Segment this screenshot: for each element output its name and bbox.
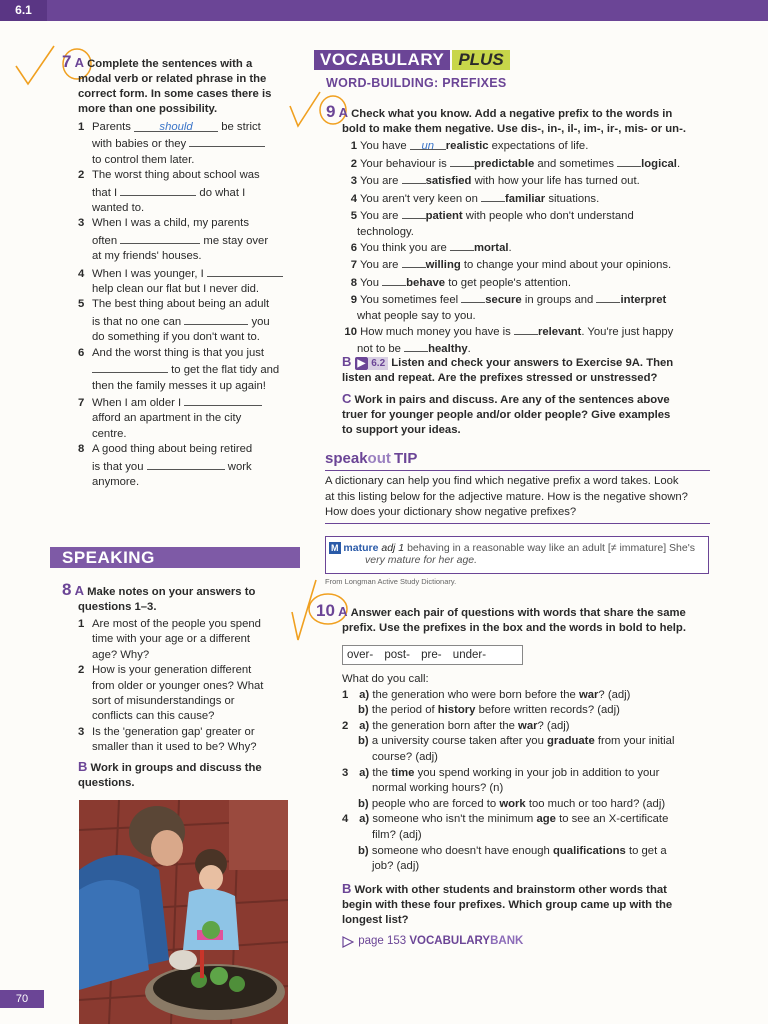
ex9b-letter: B [342, 354, 352, 369]
list-item: 7 You are willing to change your mind about your opinions. [336, 256, 716, 274]
answer-blank[interactable] [207, 265, 283, 277]
prefix-box: over- post- pre- under- [342, 645, 523, 665]
speakout-tip-heading [325, 452, 710, 471]
answer-blank[interactable]: un [410, 138, 446, 150]
audio-play-icon[interactable]: ▶ [355, 357, 369, 370]
list-item: 2 How is your generation different [78, 664, 252, 677]
ex7-instruction-line: correct form. In some cases there is [78, 88, 272, 100]
list-item: 10 How much money you have is relevant. You're just happy [336, 323, 716, 341]
ex7-instruction-line: Complete the sentences with a [87, 58, 253, 70]
list-item: 7 When I am older I [78, 394, 293, 411]
answer-blank[interactable] [514, 323, 538, 335]
ex9-list: 1 You have un realistic expectations of life. 2 Your behaviour is predictable and sometimes logical. 3 You are satisfied with how your life has turned out. 4 You aren't very keen on familiar situations. 5 You are patient with people who don't understand technology. 6 You think you are mortal. 7 You are willing to change your mind about your opinions. 8 You behave to get people's attention. 9 You sometimes feel secure in groups and interpret what people say to you. 10 How much money you have is relevant. You're just happy not to be healthy. [336, 138, 716, 356]
answer-blank[interactable] [92, 361, 168, 373]
answer-blank[interactable] [617, 155, 641, 167]
list-item: 4 When I was younger, I [78, 265, 293, 282]
answer-blank[interactable] [481, 190, 505, 202]
list-item: 2 a) the generation born after the war? (adj) [342, 719, 570, 732]
ex9-letter: A [338, 105, 348, 120]
ex10-letter: A [338, 604, 348, 619]
ex7-instruction-line: more than one possibility. [78, 103, 218, 115]
ex8b-instruction: B Work in groups and discuss the [78, 758, 262, 774]
answer-blank[interactable] [120, 184, 196, 196]
answer-blank[interactable] [147, 458, 225, 470]
list-item: 5 The best thing about being an adult [78, 298, 270, 311]
dictionary-badge: M [331, 543, 339, 553]
unit-label: 6.1 [0, 0, 47, 21]
list-item: 5 You are patient with people who don't understand [336, 207, 716, 225]
answer-blank[interactable]: should [134, 120, 218, 132]
audio-track-label[interactable]: 6.2 [368, 357, 388, 370]
dictionary-source: From Longman Active Study Dictionary. [325, 577, 457, 586]
ex9c-letter: C [342, 391, 352, 406]
plus-title: PLUS [452, 50, 509, 70]
ex10b-instruction: B Work with other students and brainstorm other words that begin with these four prefixes. Which group came up with the longest list? [342, 881, 673, 926]
list-item: 8 You behave to get people's attention. [336, 274, 716, 292]
list-item: 1 You have un realistic expectations of life. [350, 140, 589, 152]
list-item: 3 When I was a child, my parents [78, 217, 249, 230]
dictionary-entry: M mature adj 1 behaving in a reasonable way like an adult [≠ immature] She's very mature for her age. [325, 536, 709, 574]
answer-blank[interactable] [120, 232, 200, 244]
ex7-instruction [62, 54, 292, 117]
ex10-instruction: 10 A Answer each pair of questions with words that share the same prefix. Use the prefixes in the box and the words in bold to help. [316, 601, 686, 634]
vocab-subtitle: WORD-BUILDING: PREFIXES [326, 76, 507, 90]
answer-blank[interactable] [461, 291, 485, 303]
list-item: 8 A good thing about being retired [78, 443, 253, 456]
list-item: 1 Are most of the people you spend [78, 618, 261, 630]
speaking-heading: SPEAKING [50, 547, 300, 568]
ex8-letter: A [74, 583, 84, 598]
answer-blank[interactable] [189, 135, 265, 147]
photo-grandmother-child-gardening [79, 800, 288, 1024]
answer-blank[interactable] [596, 291, 620, 303]
answer-blank[interactable] [402, 207, 426, 219]
vocabulary-title: VOCABULARY [314, 50, 450, 70]
tip-divider [325, 523, 710, 524]
answer-blank[interactable] [404, 340, 428, 352]
vocabulary-plus-heading [314, 50, 510, 70]
list-item: 4 You aren't very keen on familiar situations. [336, 190, 716, 208]
answer-blank[interactable] [382, 274, 406, 286]
ex10-list: What do you call: 1 a) the generation who were born before the war? (adj) b) the period of history before written records? (adj) 2 a) the generation born after the war? (adj) b) a university course taken after you graduate from your initial course? (adj) 3 a) the time you spend working in your job in addition to your normal working hours? (n) b) people who are forced to work too much or too hard? (adj) 4 a) someone who isn't the minimum age to see an X-certificate film? (adj) b) someone who doesn't have enough qualifications to get a job? (adj) [342, 672, 722, 875]
ex7-instruction-line: modal verb or related phrase in the [78, 73, 267, 85]
ex8-list: 1 Are most of the people you spend time with your age or a different age? Why? 2 How is your generation different from older or younger ones? What sort of misunderstandings or conflicts can this cause? 3 Is the 'generation gap' greater or smaller than it used to be? Why? B Work in groups and discuss the questions. [78, 617, 288, 791]
list-item: 4 a) someone who isn't the minimum age to see an X-certificate [342, 813, 669, 826]
answer-blank[interactable] [450, 155, 474, 167]
list-item: 3 Is the 'generation gap' greater or [78, 725, 255, 738]
ex9c-instruction: C Work in pairs and discuss. Are any of the sentences above truer for younger people and/or older people? Give examples to support your ideas. [342, 391, 671, 436]
ex10b-letter: B [342, 881, 352, 896]
tip-body: A dictionary can help you find which negative prefix a word takes. Look at this listing below for the adjective mature. How is the negative shown? How does your dictionary show negative prefixes? [325, 475, 688, 518]
dictionary-word: mature [343, 542, 379, 554]
ex8-number: 8 [62, 580, 72, 599]
list-item: 6 You think you are mortal. [336, 239, 716, 257]
ex9-instruction: 9 A Check what you know. Add a negative prefix to the words in bold to make them negative. Use dis-, in-, il-, im-, ir-, mis- or un-. [326, 102, 686, 135]
ex7-letter: A [74, 55, 84, 70]
answer-blank[interactable] [402, 256, 426, 268]
ex8-instruction: 8 A Make notes on your answers to questions 1–3. [62, 580, 256, 613]
speakout-logo: speakout [325, 450, 391, 467]
ex9b-instruction: B ▶ 6.2 Listen and check your answers to Exercise 9A. Then listen and repeat. Are the prefixes stressed or unstressed? [342, 354, 674, 384]
list-item: 1 a) the generation who were born before the war? (adj) [342, 688, 631, 701]
ex7-number: 7 [62, 52, 72, 71]
list-item: 9 You sometimes feel secure in groups and interpret [336, 291, 716, 309]
list-item: 1 Parents should be strict [78, 121, 261, 133]
vocabulary-bank-link[interactable]: page 153 VOCABULARYBANK [342, 934, 523, 948]
list-item: 2 The worst thing about school was [78, 169, 260, 182]
ex10-number: 10 [316, 601, 335, 620]
answer-blank[interactable] [184, 394, 262, 406]
page-number: 70 [0, 990, 44, 1008]
list-item: 3 You are satisfied with how your life has turned out. [336, 172, 716, 190]
list-item: 3 a) the time you spend working in your job in addition to your [342, 766, 660, 779]
ex7-list: 1 Parents should be strict with babies or they to control them later. 2 The worst thing about school was that I do what I wanted to. 3 When I was a child, my parents often me stay over at my friends' houses. 4 When I was younger, I help clean our flat but I never did. 5 The best thing about being an adult is that no one can you do something if you don't want to. 6 And the worst thing is that you just to get the flat tidy and then the family messes it up again! 7 When I am older I afford an apartment in the city centre. 8 A good thing about being retired is that you work anymore. [78, 120, 293, 490]
ex9-number: 9 [326, 102, 336, 121]
list-item: 2 Your behaviour is predictable and sometimes logical. [336, 155, 716, 173]
ex8b-letter: B [78, 758, 88, 774]
ex10-prompt: What do you call: [342, 673, 429, 685]
list-item: 6 And the worst thing is that you just [78, 346, 265, 359]
tip-label: TIP [394, 450, 418, 467]
top-bar [0, 0, 768, 21]
answer-blank[interactable] [402, 172, 426, 184]
answer-blank[interactable] [184, 313, 248, 325]
triangle-outline-icon [342, 936, 354, 948]
answer-blank[interactable] [450, 239, 474, 251]
